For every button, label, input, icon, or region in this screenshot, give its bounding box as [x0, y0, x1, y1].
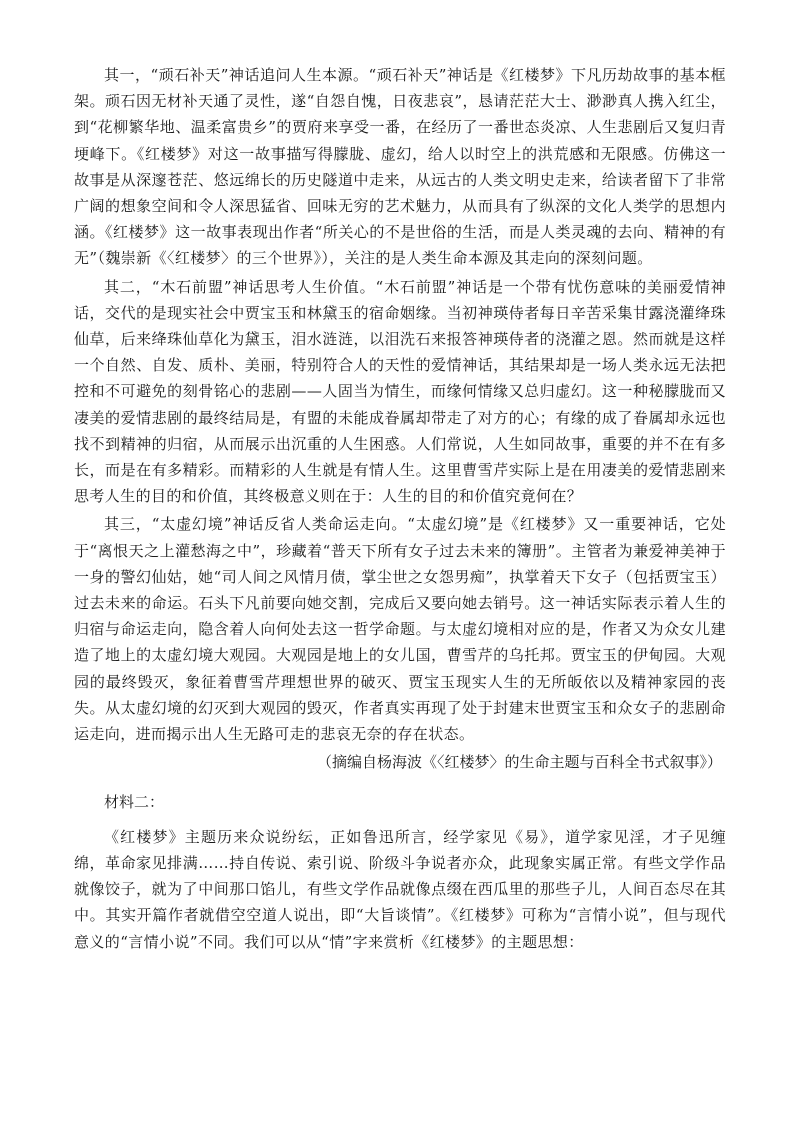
material-two-label: 材料二：: [104, 793, 165, 812]
paragraph-theme-overview: 《红楼梦》主题历来众说纷纭，正如鲁迅所言，经学家见《易》，道学家见淫，才子见缠绵，革命家见排满……持自传说、索引说、阶级斗争说者亦众，此现象实属正常。有些文学作品就像饺子，就为了中间那口馅儿，有些文学作品就像点缀在西瓜里的那些子儿，人间百态尽在其中。其实开篇作者就借空空道人说出，即“大旨谈情”。《红楼梦》可称为“言情小说”，但与现代意义的“言情小说”不同。我们可以从“情”字来赏析《红楼梦》的主题思想：: [74, 827, 726, 951]
paragraph-wood-stone-pledge: 其二，“木石前盟”神话思考人生价值。“木石前盟”神话是一个带有忧伤意味的美丽爱情神话，交代的是现实社会中贾宝玉和林黛玉的宿命姻缘。当初神瑛侍者每日辛苦采集甘露浇灌绛珠仙草，后来绛珠仙草化为黛玉，泪水涟涟，以泪洗石来报答神瑛侍者的浇灌之恩。然而就是这样一个自然、自发、质朴、美丽，特别符合人的天性的爱情神话，其结果却是一场人类永远无法把控和不可避免的刻骨铭心的悲剧——人固当为情生，而缘何情缘又总归虚幻。这一种秘朦胧而又凄美的爱情悲剧的最终结局是，有盟的未能成眷属却带走了对方的心；有缘的成了眷属却永远也找不到精神的归宿，从而展示出沉重的人生困惑。人们常说，人生如同故事，重要的并不在有多长，而是在有多精彩。而精彩的人生就是有情人生。这里曹雪芹实际上是在用凄美的爱情悲剧来思考人生的目的和价值，其终极意义则在于：人生的目的和价值究竟何在？: [74, 277, 726, 506]
paragraph-stone-myth: 其一，“顽石补天”神话追问人生本源。“顽石补天”神话是《红楼梦》下凡历劫故事的基本框架。顽石因无材补天通了灵性，遂“自怨自愧，日夜悲哀”，恳请茫茫大士、渺渺真人携入红尘，到“花柳繁华地、温柔富贵乡”的贾府来享受一番，在经历了一番世态炎凉、人生悲剧后又复归青埂峰下。《红楼梦》对这一故事描写得朦胧、虚幻，给人以时空上的洪荒感和无限感。仿佛这一故事是从深邃苍茫、悠远绵长的历史隧道中走来，从远古的人类文明史走来，给读者留下了非常广阔的想象空间和令人深思猛省、回味无穷的艺术魅力，从而具有了纵深的文化人类学的思想内涵。《红楼梦》这一故事表现出作者“所关心的不是世俗的生活，而是人类灵魂的去向、精神的有无”（魏崇新《〈红楼梦〉的三个世界》），关注的是人类生命本源及其走向的深刻问题。: [74, 66, 726, 268]
source-citation: （摘编自杨海波《〈红楼梦〉的生命主题与百科全书式叙事》）: [316, 753, 722, 772]
paragraph-illusory-land: 其三，“太虚幻境”神话反省人类命运走向。“太虚幻境”是《红楼梦》又一重要神话，它处于“离恨天之上灌愁海之中”，珍藏着“普天下所有女子过去未来的簿册”。主管者为兼爱神美神于一身的警幻仙姑，她“司人间之风情月债，掌尘世之女怨男痴”，执掌着天下女子（包括贾宝玉）过去未来的命运。石头下凡前要向她交割，完成后又要向她去销号。这一神话实际表示着人生的归宿与命运走向，隐含着人向何处去这一哲学命题。与太虚幻境相对应的是，作者又为众女儿建造了地上的太虚幻境大观园。大观园是地上的女儿国，曹雪芹的乌托邦。贾宝玉的伊甸园。大观园的最终毁灭，象征着曹雪芹理想世界的破灭、贾宝玉现实人生的无所皈依以及精神家园的丧失。从太虚幻境的幻灭到大观园的毁灭，作者真实再现了处于封建末世贾宝玉和众女子的悲剧命运走向，进而揭示出人生无路可走的悲哀无奈的存在状态。: [74, 515, 726, 744]
document-page: [74, 62, 726, 957]
